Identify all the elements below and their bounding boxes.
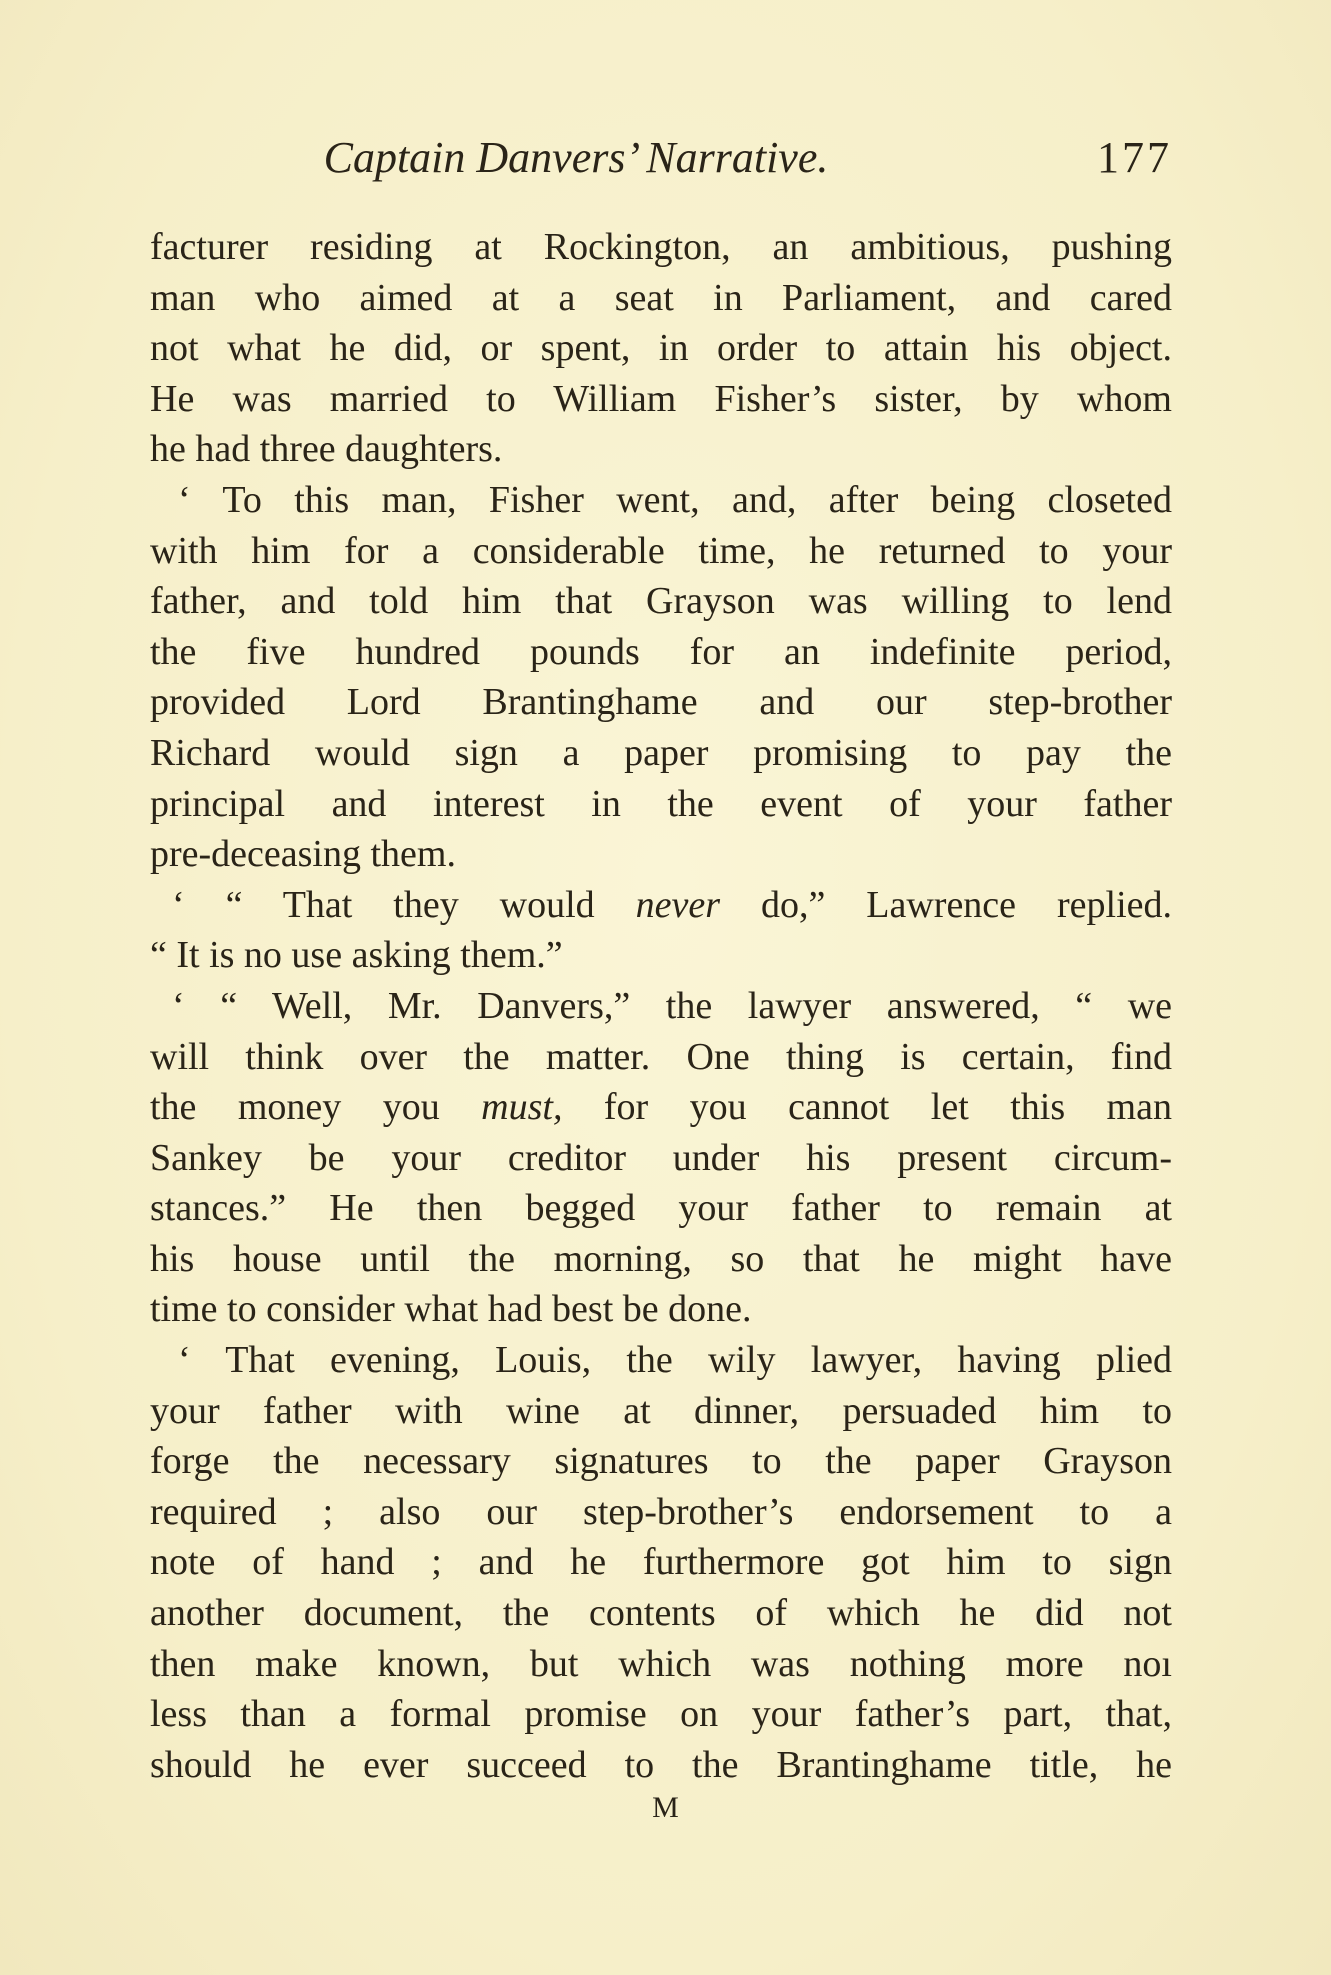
text-line: with him for a considerable time, he returned to your: [150, 529, 1172, 572]
body-text: [150, 222, 1172, 1790]
text-line: he had three daughters.: [150, 428, 503, 471]
text-segment: for you cannot let this man: [562, 1086, 1172, 1129]
text-line: “ It is no use asking them.”: [150, 934, 563, 977]
text-line: father, and told him that Grayson was willing to lend: [150, 580, 1172, 623]
text-segment: the money you: [150, 1086, 482, 1129]
italic-emphasis: must,: [481, 1086, 563, 1129]
text-line: stances.” He then begged your father to remain at: [150, 1187, 1172, 1230]
text-line: not what he did, or spent, in order to attain his object.: [150, 327, 1172, 370]
text-line: Richard would sign a paper promising to pay the: [150, 731, 1172, 774]
text-line: time to consider what had best be done.: [150, 1288, 752, 1331]
text-line: ‘ “ Well, Mr. Danvers,” the lawyer answered, “ we: [172, 984, 1172, 1027]
text-line: another document, the contents of which he did not: [150, 1592, 1172, 1635]
text-segment: do,” Lawrence replied.: [720, 883, 1172, 926]
text-line: your father with wine at dinner, persuaded him to: [150, 1389, 1172, 1432]
text-line: required ; also our step-brother’s endorsement to a: [150, 1490, 1172, 1533]
running-head: [150, 128, 1172, 188]
signature-mark: M: [652, 1791, 679, 1824]
text-line: He was married to William Fisher’s sister, by whom: [150, 377, 1172, 420]
text-line: then make known, but which was nothing more noı: [150, 1642, 1172, 1685]
running-title: Captain Danvers’ Narrative.: [323, 133, 829, 182]
text-line: note of hand ; and he furthermore got him to sign: [150, 1541, 1172, 1584]
page-number: 177: [1097, 133, 1172, 182]
text-line: pre-deceasing them.: [150, 833, 456, 876]
text-segment: ‘ “ That they would: [172, 883, 636, 926]
text-line: ‘ To this man, Fisher went, and, after being closeted: [178, 478, 1172, 521]
text-line: [150, 880, 1172, 931]
text-line: will think over the matter. One thing is certain, find: [150, 1035, 1172, 1078]
text-line: facturer residing at Rockington, an ambitious, pushing: [150, 226, 1172, 268]
text-line: provided Lord Brantinghame and our step-brother: [150, 681, 1172, 724]
text-line: ‘ That evening, Louis, the wily lawyer, having plied: [178, 1339, 1172, 1382]
text-line: man who aimed at a seat in Parliament, and cared: [150, 276, 1172, 319]
text-line: principal and interest in the event of your father: [150, 782, 1172, 825]
text-line: should he ever succeed to the Brantinghame title, he: [150, 1743, 1172, 1786]
text-line: Sankey be your creditor under his present circum-: [150, 1136, 1172, 1179]
text-line: the five hundred pounds for an indefinite period,: [150, 630, 1172, 673]
text-line: his house until the morning, so that he might have: [150, 1237, 1172, 1280]
text-line: [150, 1082, 1172, 1133]
italic-emphasis: never: [635, 883, 721, 926]
text-line: less than a formal promise on your father’s part, that,: [150, 1693, 1172, 1736]
text-line: forge the necessary signatures to the paper Grayson: [150, 1440, 1172, 1483]
